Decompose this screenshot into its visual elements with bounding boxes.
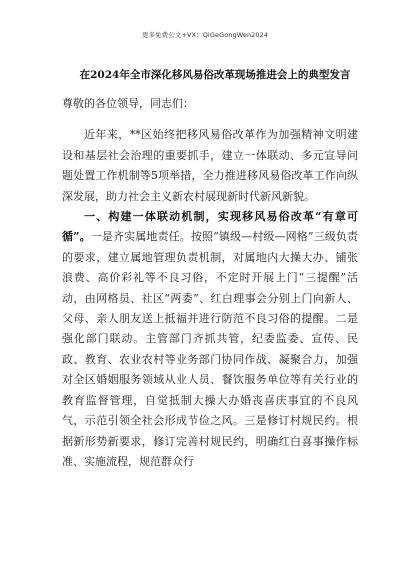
section-1-body: 一是齐实属地责任。按照“镇级—村级—网格”三级负责的要求，建立属地管理负责机制，对属地内大操大办、铺张浪费、高价彩礼等不良习俗，不定时开展上门“三提醒”活动，由网格员、社区“两委”、红白理事会分别上门向新人、父母、亲人朋友送上抵福并进行防范不良习俗的提醒。二是强化部门联动。主管部门齐抓共管，纪委监委、宣传、民政、教育、农业农村等业务部门协同作战、凝聚合力，加强对全区婚姻服务领域从业人员、餐饮服务单位等有关行业的教育监督管理，自觉抵制大操大办婚丧喜庆事宜的不良风气，示范引领全社会形成节俭之风。三是修订村规民约。根据新形势新要求，修订完善村规民约，明确红白喜事操作标准、实施流程，规范群众行: [62, 230, 359, 468]
section-1-heading: 一、构建一体联动机制，实现移风易俗改革“有章可循”。: [62, 210, 358, 244]
intro-paragraph: 近年来，**区始终把移风易俗改革作为加强精神文明建设和基层社会治理的重要抓手，建立一体联动、多元宣导问题处置工作机制等5项举措，全力推进移风易俗改革工作向纵深发展，助力社会主义新农村展现新时代新风新貌。: [62, 128, 358, 203]
greeting-paragraph: 尊敬的各位领导，同志们：: [62, 97, 194, 110]
document-title: 在2024年全市深化移风易俗改革现场推进会上的典型发言: [79, 69, 351, 81]
document-body: [62, 94, 358, 472]
page-header: 更多免费公文+VX：QiGeGongWen2024: [141, 31, 269, 39]
section-1-paragraph: [62, 207, 358, 472]
